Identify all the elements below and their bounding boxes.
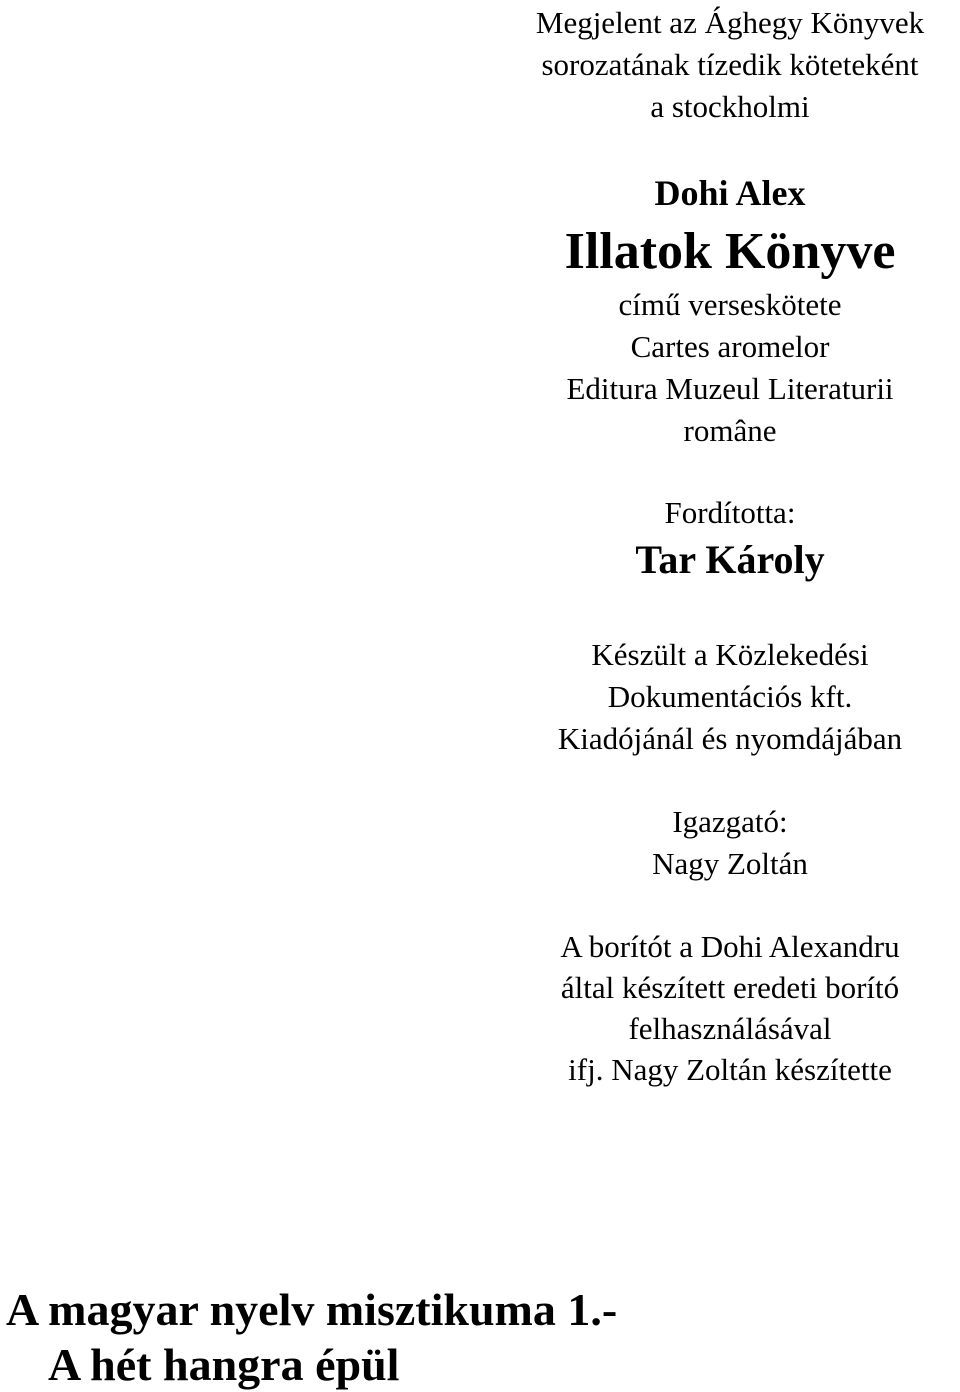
- next-volume-subtitle: A hét hangra épül: [48, 1339, 400, 1390]
- publication-note: [500, 2, 960, 128]
- printer-note-line: Dokumentációs kft.: [607, 679, 853, 714]
- original-edition-line: române: [683, 413, 777, 448]
- next-volume-title: [6, 1282, 617, 1392]
- publication-note-line: a stockholmi: [650, 89, 810, 124]
- cover-credit-line: által készített eredeti borító: [560, 970, 900, 1005]
- original-edition-line: Editura Muzeul Literaturii: [566, 371, 894, 406]
- printer-note: [500, 634, 960, 760]
- publication-note-line: sorozatának tízedik köteteként: [541, 47, 919, 82]
- director-label: Igazgató:: [672, 804, 788, 839]
- printer-note-line: Kiadójánál és nyomdájában: [557, 721, 903, 756]
- original-edition-line: Cartes aromelor: [630, 329, 830, 364]
- author-name: Dohi Alex: [654, 173, 806, 213]
- book-title: Illatok Könyve: [564, 223, 896, 280]
- cover-credit-line: felhasználásával: [628, 1011, 832, 1046]
- translator-label: Fordította:: [664, 495, 796, 530]
- printer-note-line: Készült a Közlekedési: [591, 637, 869, 672]
- original-edition: [500, 284, 960, 452]
- director-name: Nagy Zoltán: [652, 846, 808, 881]
- next-volume-main-title: A magyar nyelv misztikuma 1.-: [6, 1284, 618, 1335]
- original-edition-line: című verseskötete: [618, 287, 842, 322]
- director-note: [500, 801, 960, 885]
- translator-name: Tar Károly: [635, 537, 825, 582]
- cover-credit-line: ifj. Nagy Zoltán készítette: [568, 1052, 892, 1087]
- cover-credit: [500, 926, 960, 1090]
- cover-credit-line: A borítót a Dohi Alexandru: [560, 929, 900, 964]
- publication-note-line: Megjelent az Ághegy Könyvek: [535, 5, 925, 40]
